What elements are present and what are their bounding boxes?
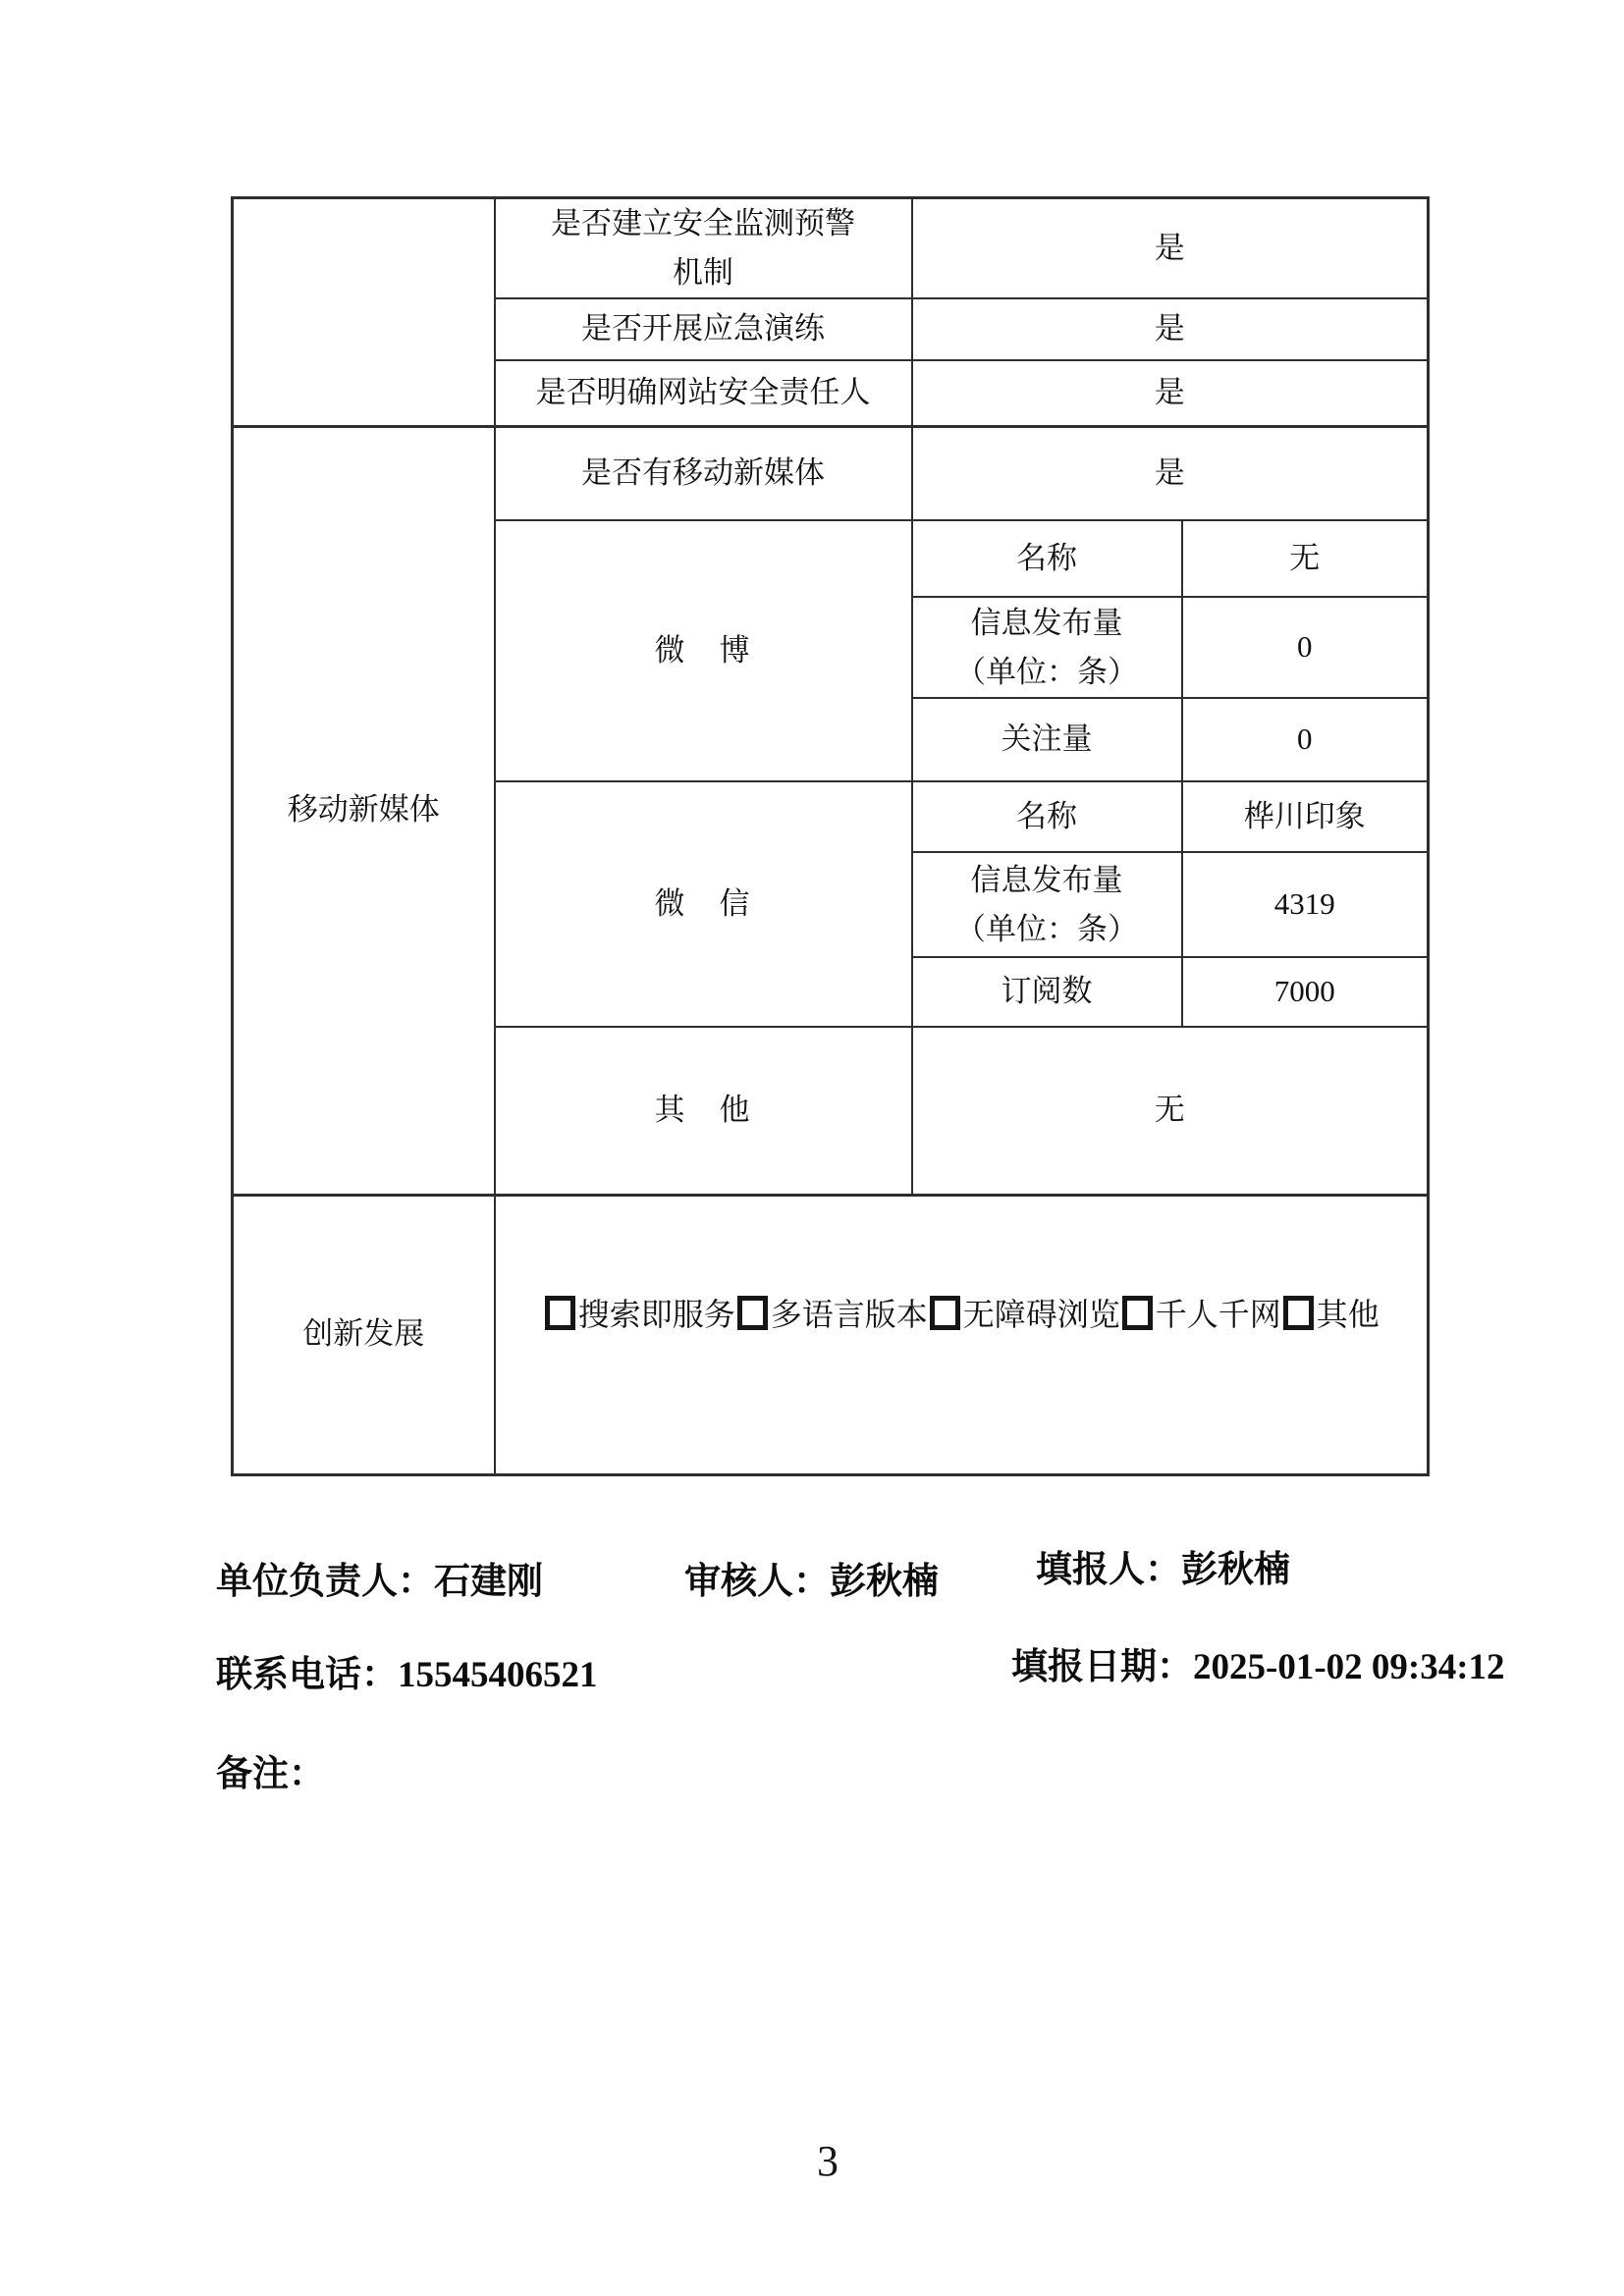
wechat-name-label-cell: 名称 bbox=[912, 781, 1182, 852]
weibo-volume-label-cell bbox=[912, 597, 1182, 698]
innovation-option-label: 多语言版本 bbox=[770, 1296, 928, 1332]
wechat-name-value-cell: 桦川印象 bbox=[1182, 781, 1429, 852]
section-cell-mobile-media: 移动新媒体 bbox=[233, 426, 495, 1195]
weibo-followers-value-cell: 0 bbox=[1182, 698, 1429, 781]
footer-remarks: 备注： bbox=[216, 1754, 325, 1794]
checkbox-icon bbox=[930, 1296, 960, 1330]
weibo-name-label-cell: 名称 bbox=[912, 520, 1182, 597]
checkbox-icon bbox=[1283, 1296, 1314, 1330]
security-question-cell bbox=[495, 198, 912, 299]
question-line1: 是否建立安全监测预警 bbox=[551, 206, 855, 240]
innovation-option bbox=[543, 1298, 735, 1332]
wechat-subscribers-label-cell: 订阅数 bbox=[912, 957, 1182, 1027]
innovation-option-label: 无障碍浏览 bbox=[962, 1296, 1120, 1332]
other-media-label-cell: 其 他 bbox=[495, 1027, 912, 1195]
annual-report-table bbox=[231, 196, 1430, 1476]
mobile-media-question-cell: 是否有移动新媒体 bbox=[495, 426, 912, 520]
innovation-option bbox=[928, 1298, 1120, 1332]
wechat-volume-label-cell bbox=[912, 852, 1182, 957]
volume-label-line2: （单位：条） bbox=[955, 654, 1138, 689]
volume-label-line1: 信息发布量 bbox=[970, 605, 1123, 640]
footer-date: 填报日期：2025-01-02 09:34:12 bbox=[1011, 1647, 1505, 1687]
section-cell-empty bbox=[233, 198, 495, 427]
innovation-options-cell bbox=[495, 1195, 1429, 1474]
footer-phone: 联系电话：15545406521 bbox=[216, 1655, 598, 1695]
page-number: 3 bbox=[817, 2137, 839, 2185]
footer-reviewer: 审核人：彭秋楠 bbox=[684, 1562, 939, 1602]
security-question-cell: 是否开展应急演练 bbox=[495, 298, 912, 360]
weibo-followers-label-cell: 关注量 bbox=[912, 698, 1182, 781]
mobile-media-answer-cell: 是 bbox=[912, 426, 1429, 520]
wechat-volume-value-cell: 4319 bbox=[1182, 852, 1429, 957]
wechat-label-cell: 微 信 bbox=[495, 781, 912, 1027]
security-question-cell: 是否明确网站安全责任人 bbox=[495, 360, 912, 426]
wechat-subscribers-value-cell: 7000 bbox=[1182, 957, 1429, 1027]
footer-responsible-person: 单位负责人：石建刚 bbox=[216, 1562, 543, 1602]
table-row bbox=[233, 1195, 1429, 1474]
innovation-option bbox=[735, 1298, 928, 1332]
question-line2: 机制 bbox=[673, 255, 733, 290]
section-cell-innovation: 创新发展 bbox=[233, 1195, 495, 1474]
weibo-label-cell: 微 博 bbox=[495, 520, 912, 781]
checkbox-icon bbox=[545, 1296, 575, 1330]
innovation-option-label: 其他 bbox=[1316, 1296, 1380, 1332]
security-answer-cell: 是 bbox=[912, 298, 1429, 360]
innovation-option bbox=[1120, 1298, 1281, 1332]
innovation-option-label: 搜索即服务 bbox=[577, 1296, 735, 1332]
weibo-name-value-cell: 无 bbox=[1182, 520, 1429, 597]
table-row bbox=[233, 198, 1429, 299]
checkbox-icon bbox=[737, 1296, 768, 1330]
innovation-option-label: 千人千网 bbox=[1155, 1296, 1281, 1332]
table-row bbox=[233, 426, 1429, 520]
weibo-volume-value-cell: 0 bbox=[1182, 597, 1429, 698]
security-answer-cell: 是 bbox=[912, 198, 1429, 299]
footer-filler: 填报人：彭秋楠 bbox=[1036, 1550, 1290, 1590]
volume-label-line1: 信息发布量 bbox=[970, 862, 1123, 897]
security-answer-cell: 是 bbox=[912, 360, 1429, 426]
volume-label-line2: （单位：条） bbox=[955, 911, 1138, 946]
checkbox-icon bbox=[1122, 1296, 1153, 1330]
innovation-option bbox=[1281, 1298, 1380, 1332]
other-media-value-cell: 无 bbox=[912, 1027, 1429, 1195]
